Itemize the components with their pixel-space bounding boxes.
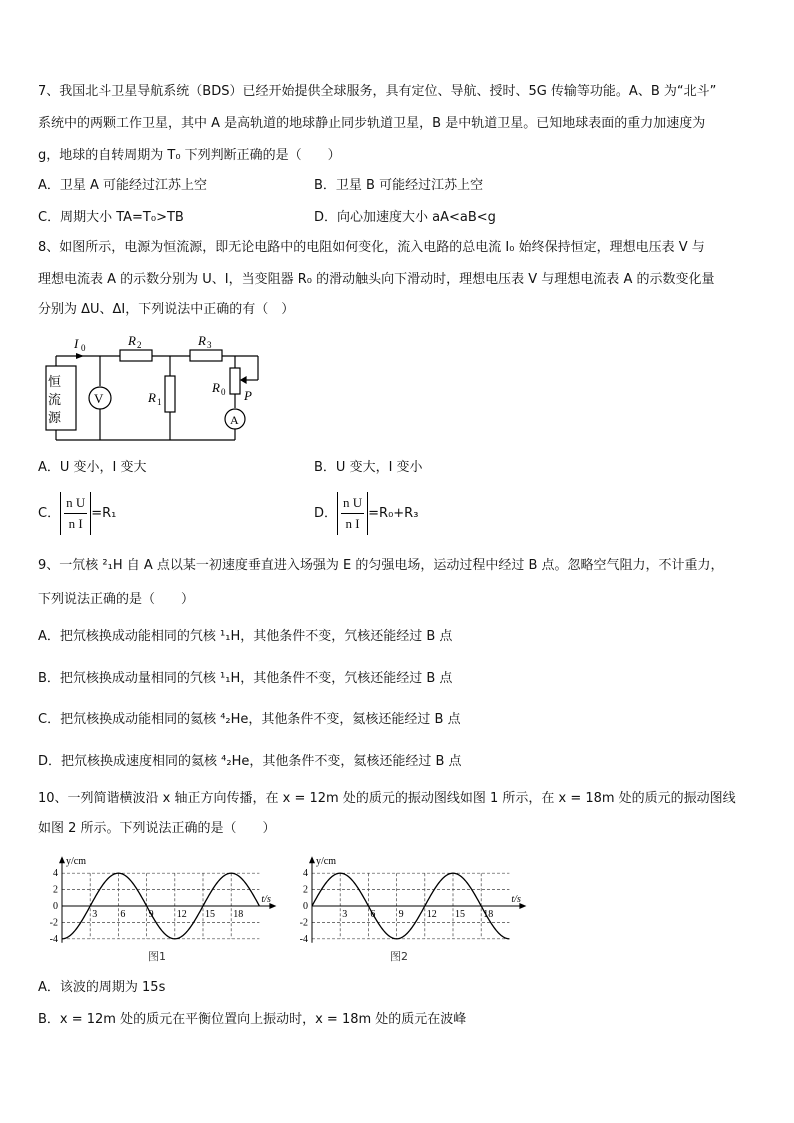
source-char-3: 源 <box>48 410 62 425</box>
svg-text:0: 0 <box>221 387 226 397</box>
q7-option-d: D．向心加速度大小 aA<aB<g <box>314 210 496 225</box>
y-tick-label: 2 <box>303 884 308 896</box>
svg-text:2: 2 <box>137 340 142 350</box>
label-i0: I <box>74 336 79 351</box>
label-r2: R <box>128 333 136 348</box>
y-tick-label: 4 <box>303 868 308 880</box>
y-axis-arrow <box>309 856 315 863</box>
q7-stem-line2: 系统中的两颗工作卫星，其中 A 是高轨道的地球静止同步轨道卫星，B 是中轨道卫星。已知地球表面的重力加速度为 <box>38 116 706 131</box>
q8-stem-line1: 8、如图所示，电源为恒流源，即无论电路中的电阻如何变化，流入电路的总电流 I₀ 始终保持恒定，理想电压表 V 与 <box>38 240 705 255</box>
x-tick-label: 15 <box>455 909 465 920</box>
resistor-r1 <box>165 376 175 412</box>
q9-option-d: D．把氘核换成速度相同的氦核 ⁴₂He，其他条件不变，氦核还能经过 B 点 <box>38 754 462 769</box>
q7-option-a: A．卫星 A 可能经过江苏上空 <box>38 178 208 193</box>
q7-option-c: C．周期大小 TA=T₀>TB <box>38 210 184 225</box>
label-r1: R <box>148 390 156 405</box>
y-tick-label: -4 <box>49 933 58 945</box>
source-char-2: 流 <box>48 392 62 407</box>
y-tick-label: -4 <box>299 933 308 945</box>
label-a: A <box>230 413 239 427</box>
rheostat-r0 <box>230 368 240 394</box>
y-tick-label: -2 <box>299 917 308 929</box>
q8-stem-line2: 理想电流表 A 的示数分别为 U、I，当变阻器 R₀ 的滑动触头向下滑动时，理想电压表 V 与理想电流表 A 的示数变化量 <box>38 272 715 287</box>
y-tick-label: 4 <box>53 868 58 880</box>
svg-text:0: 0 <box>81 343 86 353</box>
y-tick-label: 2 <box>53 884 58 896</box>
fig2-caption: 图2 <box>390 950 408 963</box>
x-tick-label: 12 <box>176 909 187 920</box>
x-tick-label: 9 <box>148 909 154 920</box>
q8-option-b: B．U 变大，I 变小 <box>314 460 423 475</box>
x-axis-label: t/s <box>511 894 521 905</box>
q9-option-a: A．把氘核换成动能相同的氕核 ¹₁H，其他条件不变，氕核还能经过 B 点 <box>38 629 453 644</box>
q9-stem-line1: 9、一氘核 ²₁H 自 A 点以某一初速度垂直进入场强为 E 的匀强电场，运动过程中经过 B 点。忽略空气阻力，不计重力， <box>38 558 724 573</box>
source-char-1: 恒 <box>48 374 62 389</box>
y-axis-label: y/cm <box>66 856 86 868</box>
y-tick-label: 0 <box>303 901 308 912</box>
q7-stem-line3: g，地球的自转周期为 T₀ 下列判断正确的是（ ） <box>38 148 341 163</box>
q8-stem-line3: 分别为 ΔU、ΔI，下列说法中正确的有（ ） <box>38 302 295 317</box>
vibration-graph-fig1 <box>40 850 285 945</box>
q8-option-c: C． $\frac{\text{n U}}{\text{n I}}$ =R₁ <box>38 492 116 535</box>
resistor-r2 <box>120 350 152 361</box>
svg-text:3: 3 <box>207 340 212 350</box>
label-r0: R <box>212 380 220 395</box>
q8-option-a: A．U 变小，I 变大 <box>38 460 147 475</box>
x-tick-label: 3 <box>342 909 348 920</box>
x-tick-label: 18 <box>483 909 494 920</box>
x-tick-label: 9 <box>398 909 404 920</box>
q10-stem-line1: 10、一列简谐横波沿 x 轴正方向传播，在 x = 12m 处的质元的振动图线如图 1 所示，在 x = 18m 处的质元的振动图线 <box>38 791 736 806</box>
fig1-caption: 图1 <box>148 950 166 963</box>
x-tick-label: 3 <box>92 909 98 920</box>
label-v: V <box>94 391 104 406</box>
q7-stem-line1: 7、我国北斗卫星导航系统（BDS）已经开始提供全球服务，具有定位、导航、授时、5G 传输等功能。A、B 为“北斗” <box>38 84 717 99</box>
y-tick-label: 0 <box>53 901 58 912</box>
q10-option-a: A．该波的周期为 15s <box>38 980 166 995</box>
q10-stem-line2: 如图 2 所示。下列说法正确的是（ ） <box>38 821 276 836</box>
q9-option-b: B．把氘核换成动量相同的氕核 ¹₁H，其他条件不变，氕核还能经过 B 点 <box>38 671 453 686</box>
x-tick-label: 6 <box>120 909 126 920</box>
q8-option-d: D． $\frac{\text{n U}}{\text{n I}}$ =R₀+R₃ <box>314 492 418 535</box>
y-axis-arrow <box>59 856 65 863</box>
y-tick-label: -2 <box>49 917 58 929</box>
x-tick-label: 12 <box>426 909 437 920</box>
x-tick-label: 18 <box>233 909 244 920</box>
x-tick-label: 6 <box>370 909 376 920</box>
y-axis-label: y/cm <box>316 856 336 868</box>
current-arrow <box>76 353 84 359</box>
circuit-diagram <box>40 328 280 448</box>
label-p: P <box>244 388 252 403</box>
label-r3: R <box>198 333 206 348</box>
q10-option-b: B．x = 12m 处的质元在平衡位置向上振动时，x = 18m 处的质元在波峰 <box>38 1012 467 1027</box>
q9-stem-line2: 下列说法正确的是（ ） <box>38 592 195 607</box>
resistor-r3 <box>190 350 222 361</box>
x-tick-label: 15 <box>205 909 215 920</box>
vibration-graph-fig2 <box>290 850 535 945</box>
svg-text:1: 1 <box>157 397 162 407</box>
x-axis-label: t/s <box>261 894 271 905</box>
q9-option-c: C．把氘核换成动能相同的氦核 ⁴₂He，其他条件不变，氦核还能经过 B 点 <box>38 712 461 727</box>
q7-option-b: B．卫星 B 可能经过江苏上空 <box>314 178 484 193</box>
